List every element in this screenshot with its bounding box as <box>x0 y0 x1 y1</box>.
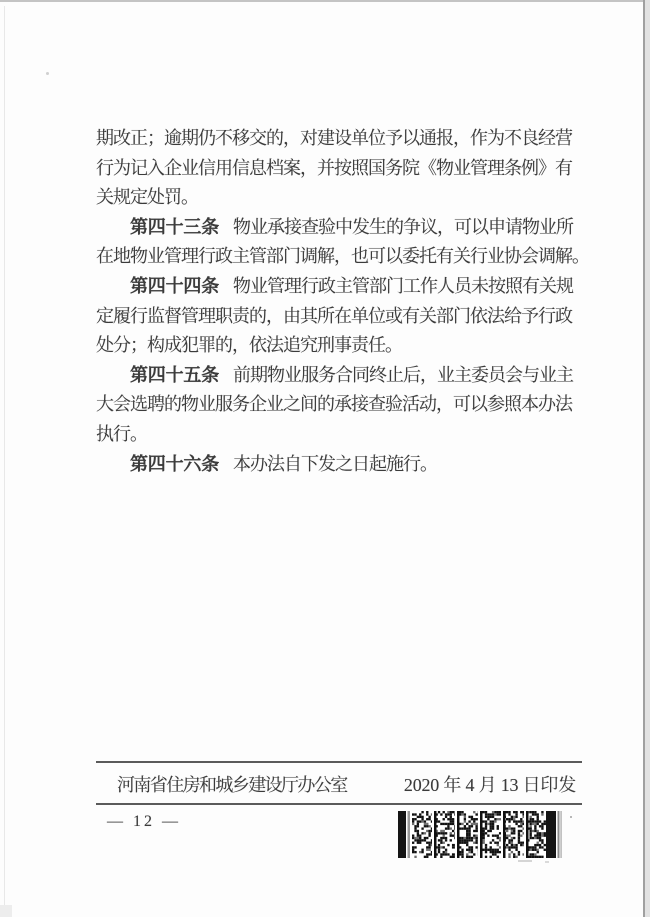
line-text: 期改正；逾期仍不移交的，对建设单位予以通报，作为不良经营 <box>96 128 572 148</box>
line-text: 大会选聘的物业服务企业之间的承接查验活动，可以参照本办法 <box>96 394 572 415</box>
barcode-icon <box>398 811 562 858</box>
text-line <box>96 183 578 213</box>
line-text: 在地物业管理行政主管部门调解，也可以委托有关行业协会调解。 <box>96 246 589 267</box>
scan-edge-top <box>0 0 650 2</box>
line-text: 行为记入企业信用信息档案，并按照国务院《物业管理条例》有 <box>96 157 572 178</box>
scan-edge-left <box>4 6 5 911</box>
footer-rule-bottom <box>96 803 582 805</box>
line-text: 执行。 <box>96 423 147 444</box>
document-body <box>96 124 589 479</box>
footer-row <box>96 771 582 797</box>
text-line <box>96 390 578 420</box>
scan-speck <box>570 816 572 818</box>
text-line <box>96 154 578 184</box>
scan-speck <box>518 860 532 862</box>
text-line <box>96 361 578 391</box>
article-number: 第四十三条 <box>130 216 219 237</box>
line-text: 处分；构成犯罪的，依法追究刑事责任。 <box>96 335 402 356</box>
line-text: 物业管理行政主管部门工作人员未按照有关规 <box>233 275 573 296</box>
article-number: 第四十五条 <box>130 364 219 385</box>
text-line <box>96 420 578 450</box>
line-text: 关规定处罚。 <box>96 187 198 208</box>
footer-rule-top <box>96 761 582 763</box>
article-number: 第四十四条 <box>130 275 219 296</box>
text-line <box>96 213 578 243</box>
print-date: 2020 年 4 月 13 日印发 <box>403 775 576 795</box>
scan-edge-right <box>643 0 650 917</box>
text-line <box>96 331 578 361</box>
text-line <box>96 242 589 272</box>
text-line <box>96 272 578 302</box>
line-text: 定履行监督管理职责的，由其所在单位或有关部门依法给予行政 <box>96 305 572 326</box>
page-number: — 12 — <box>107 813 181 830</box>
line-text: 前期物业服务合同终止后，业主委员会与业主 <box>233 364 573 385</box>
text-line <box>96 302 578 332</box>
scan-corner-shadow <box>0 905 12 917</box>
scan-speck <box>46 72 49 75</box>
text-line <box>96 450 578 480</box>
line-text: 本办法自下发之日起施行。 <box>233 453 437 474</box>
article-number: 第四十六条 <box>130 453 219 474</box>
scan-speck <box>545 861 549 863</box>
issuing-office: 河南省住房和城乡建设厅办公室 <box>117 775 347 795</box>
text-line <box>96 124 578 154</box>
line-text: 物业承接查验中发生的争议，可以申请物业所 <box>233 216 573 237</box>
